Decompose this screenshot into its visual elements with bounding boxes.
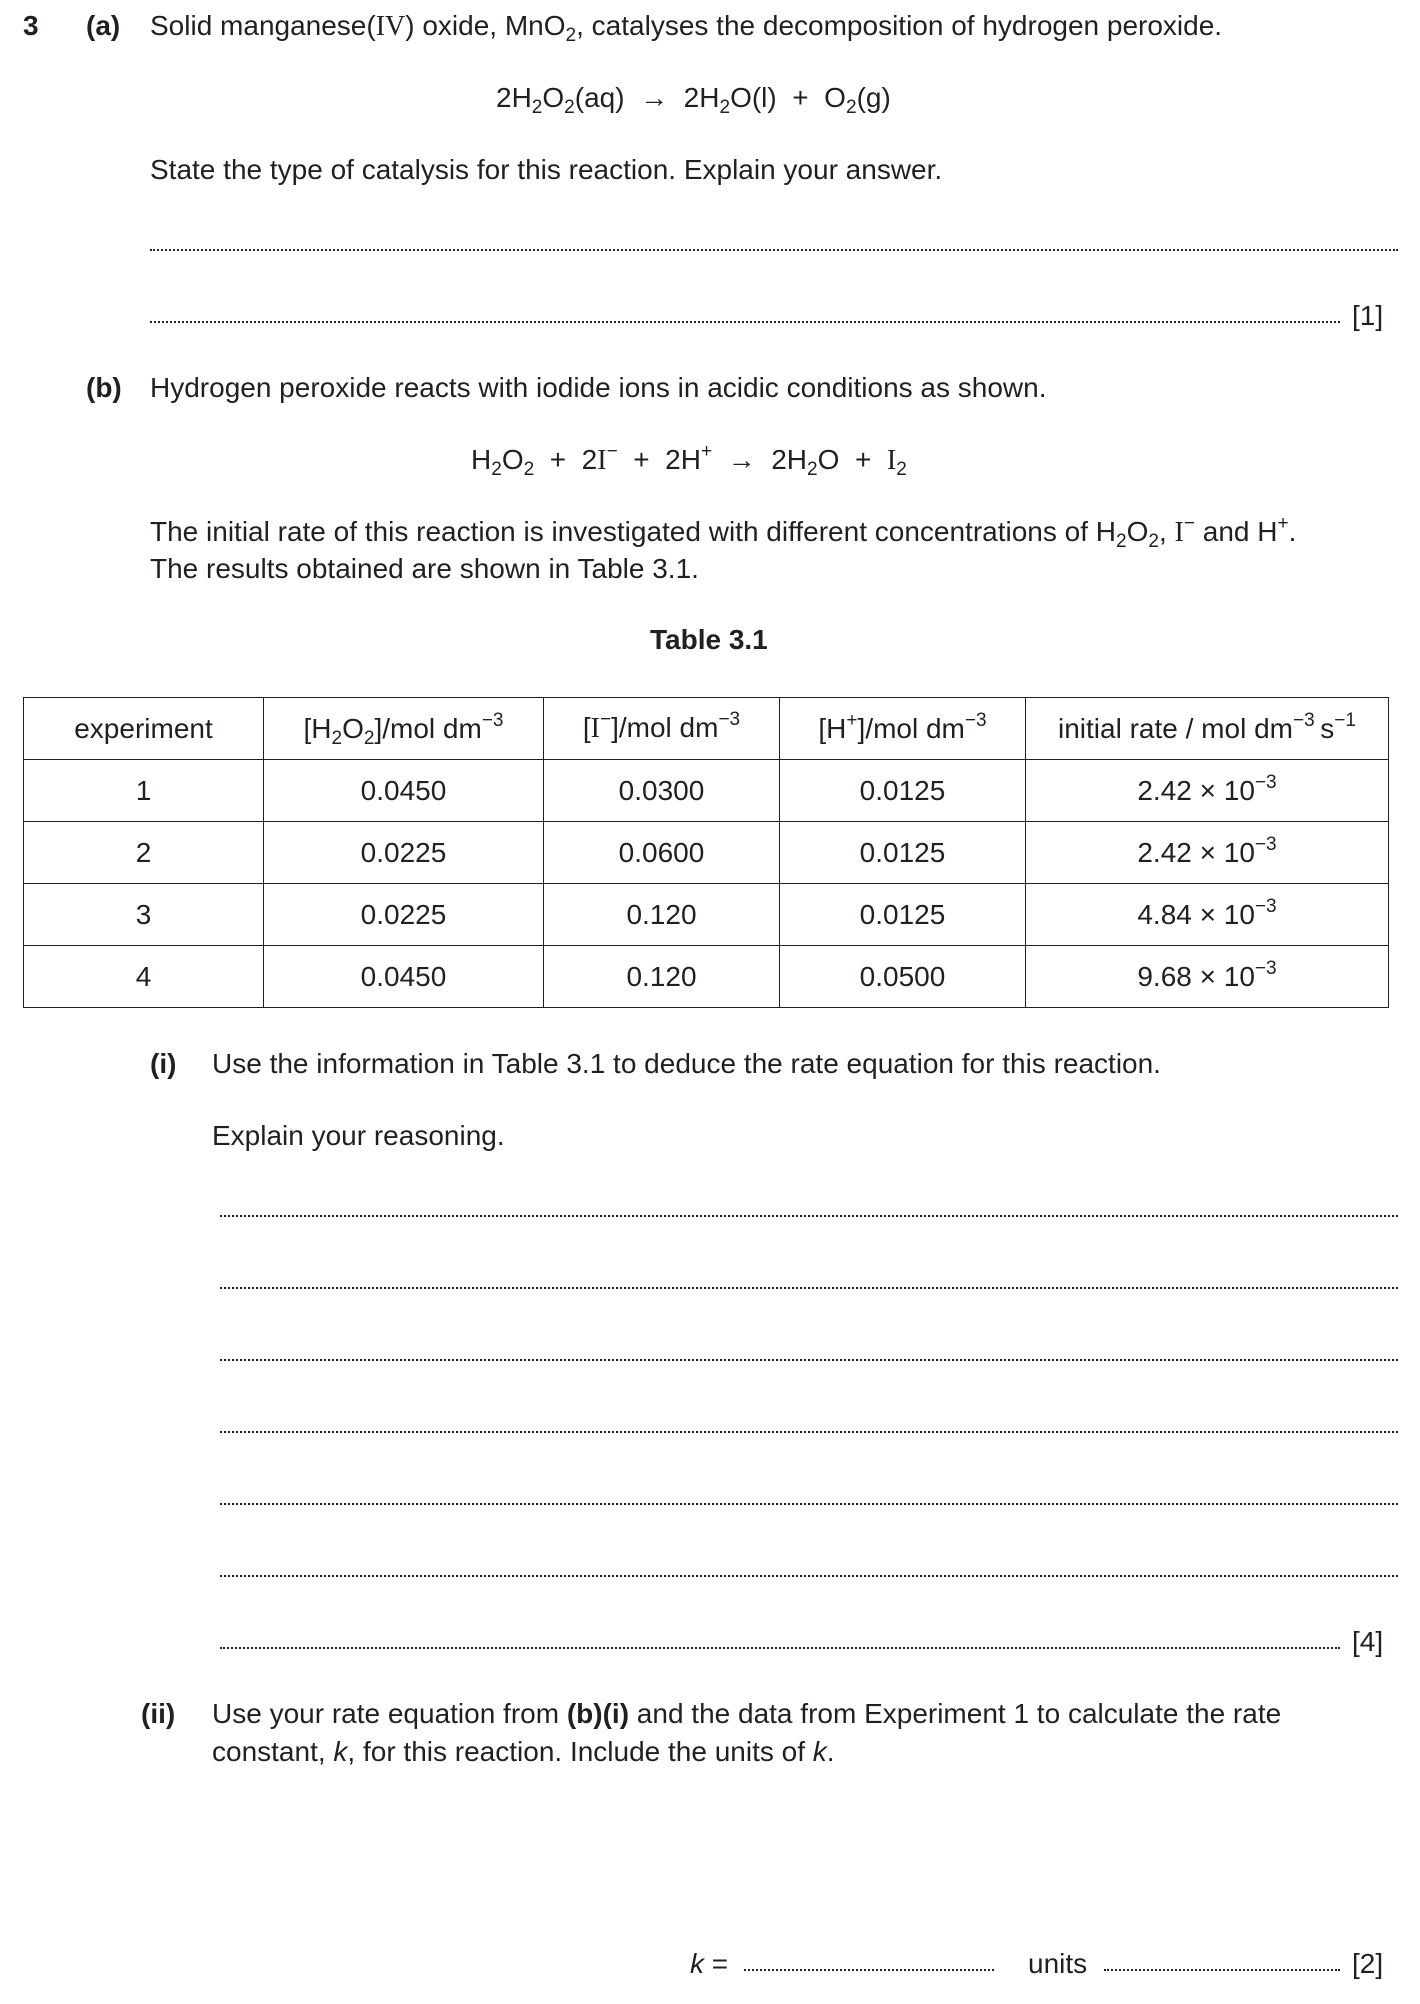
units-label: units <box>1028 1948 1088 1979</box>
part-a-stem: Solid manganese(IV) oxide, MnO$_2$, catalyses the decomposition of hydrogen peroxide. <box>150 10 1223 47</box>
part-b-intro-line2: The results obtained are shown in Table 3.1. <box>150 553 699 584</box>
cell-experiment: 2 <box>24 822 264 884</box>
answer-line-a1[interactable] <box>150 249 1398 251</box>
cell-hplus: 0.0500 <box>780 946 1026 1008</box>
table-row <box>24 884 1389 946</box>
cell-rate: $2.42 \times 10^{-3}$ <box>1026 822 1389 884</box>
part-b-ii-line2: constant, k, for this reaction. Include the units of k. <box>212 1736 835 1767</box>
question-number: 3 <box>23 10 39 41</box>
cell-experiment: 1 <box>24 760 264 822</box>
answer-line-bi6[interactable] <box>220 1575 1398 1577</box>
answer-line-a2[interactable] <box>150 321 1340 323</box>
part-b-stem: Hydrogen peroxide reacts with iodide ions in acidic conditions as shown. <box>150 372 1047 403</box>
cell-hplus: 0.0125 <box>780 822 1026 884</box>
cell-h2o2: 0.0225 <box>264 884 544 946</box>
answer-line-bi3[interactable] <box>220 1359 1398 1361</box>
cell-h2o2: 0.0450 <box>264 760 544 822</box>
part-b-label: (b) <box>86 372 122 403</box>
cell-h2o2: 0.0450 <box>264 946 544 1008</box>
table-caption: Table 3.1 <box>650 624 768 655</box>
header-initial-rate: initial rate / mol $dm^{-3}$ $s^{-1}$ <box>1026 698 1389 760</box>
cell-experiment: 3 <box>24 884 264 946</box>
cell-iodide: 0.0300 <box>544 760 780 822</box>
answer-line-bi4[interactable] <box>220 1431 1398 1433</box>
part-b-ii-marks: [2] <box>1352 1948 1384 1979</box>
answer-line-bi2[interactable] <box>220 1287 1398 1289</box>
decomposition-equation: $2H_2O_2(aq) \to 2H_2O(l) + O_2(g)$ <box>496 82 891 119</box>
answer-line-bi7[interactable] <box>220 1647 1340 1649</box>
header-hplus: [H+]/mol $dm^{-3}$ <box>780 698 1026 760</box>
cell-hplus: 0.0125 <box>780 760 1026 822</box>
part-b-intro-line1: The initial rate of this reaction is investigated with different concentrations of $H_2O_2$, I− and H+. <box>150 513 1297 553</box>
table-row <box>24 822 1389 884</box>
cell-iodide: 0.120 <box>544 884 780 946</box>
cell-experiment: 4 <box>24 946 264 1008</box>
part-b-i-marks: [4] <box>1352 1626 1384 1657</box>
part-b-ii-line1: Use your rate equation from (b)(i) and the data from Experiment 1 to calculate the rate <box>212 1698 1282 1729</box>
k-answer-label: k = <box>690 1948 729 1979</box>
cell-hplus: 0.0125 <box>780 884 1026 946</box>
part-b-ii-label: (ii) <box>141 1698 176 1729</box>
table-row <box>24 946 1389 1008</box>
units-answer-field[interactable] <box>1104 1969 1340 1971</box>
cell-iodide: 0.0600 <box>544 822 780 884</box>
table-header-row <box>24 698 1389 760</box>
cell-h2o2: 0.0225 <box>264 822 544 884</box>
header-experiment: experiment <box>24 698 264 760</box>
part-b-i-label: (i) <box>150 1048 177 1079</box>
header-h2o2: $[H_2O_2]$/mol $dm^{-3}$ <box>264 698 544 760</box>
header-iodide: [I−]/mol $dm^{-3}$ <box>544 698 780 760</box>
answer-line-bi5[interactable] <box>220 1503 1398 1505</box>
cell-iodide: 0.120 <box>544 946 780 1008</box>
k-answer-field[interactable] <box>744 1969 994 1971</box>
cell-rate: $2.42 \times 10^{-3}$ <box>1026 760 1389 822</box>
part-a-instruction: State the type of catalysis for this reaction. Explain your answer. <box>150 154 943 185</box>
table-3-1 <box>23 697 1389 1008</box>
cell-rate: $9.68 \times 10^{-3}$ <box>1026 946 1389 1008</box>
cell-rate: $4.84 \times 10^{-3}$ <box>1026 884 1389 946</box>
part-a-label: (a) <box>86 10 121 41</box>
part-b-i-instruction-2: Explain your reasoning. <box>212 1120 505 1151</box>
part-a-marks: [1] <box>1352 300 1384 331</box>
answer-line-bi1[interactable] <box>220 1215 1398 1217</box>
table-row <box>24 760 1389 822</box>
part-b-i-instruction: Use the information in Table 3.1 to deduce the rate equation for this reaction. <box>212 1048 1161 1079</box>
iodide-reaction-equation: $H_2O_2 + 2I^- + 2H^+ \to 2H_2O + I_2$ <box>471 441 907 481</box>
